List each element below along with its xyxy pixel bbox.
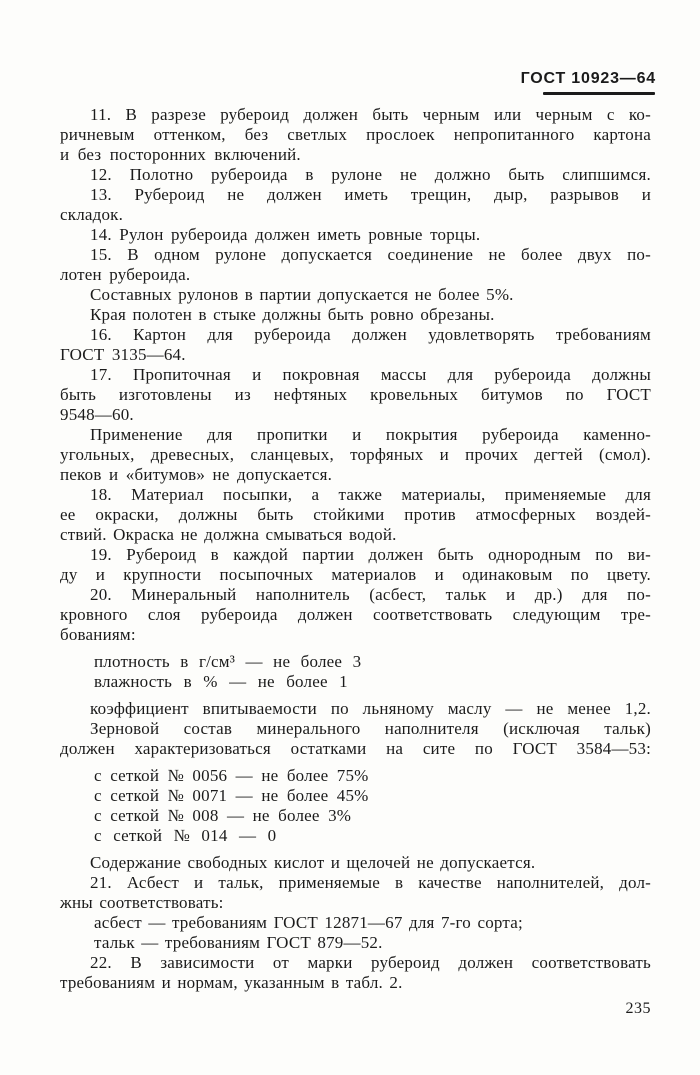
text-line: 20. Минеральный наполнитель (асбест, тальк и др.) для по- — [90, 585, 651, 604]
text-line: угольных, древесных, сланцевых, торфяных и прочих дегтей (смол). — [60, 445, 651, 464]
text-line: 16. Картон для рубероида должен удовлетворять требованиям — [90, 325, 651, 344]
text-line: бованиям: — [60, 625, 136, 644]
text-line: 22. В зависимости от марки рубероид должен соответствовать — [90, 953, 651, 972]
text-line: и без посторонних включений. — [60, 145, 301, 164]
text-line: должен характеризоваться остатками на сите по ГОСТ 3584—53: — [60, 739, 651, 758]
page-number: 235 — [625, 1000, 651, 1017]
text-line: Составных рулонов в партии допускается не более 5%. — [90, 285, 514, 304]
text-line: требованиям и нормам, указанным в табл. 2. — [60, 973, 403, 992]
text-line: Содержание свободных кислот и щелочей не допускается. — [90, 853, 536, 872]
text-line: 14. Рулон рубероида должен иметь ровные торцы. — [90, 225, 481, 244]
text-line: с сеткой № 0056 — не более 75% — [94, 766, 369, 785]
text-line: жны соответствовать: — [60, 893, 224, 912]
text-line: 17. Пропиточная и покровная массы для рубероида должны — [90, 365, 651, 384]
text-line: ду и крупности посыпочных материалов и одинаковым по цвету. — [60, 565, 651, 584]
text-line: ГОСТ 3135—64. — [60, 345, 186, 364]
text-line: лотен рубероида. — [60, 265, 191, 284]
document-body — [60, 105, 651, 993]
text-line: пеков и «битумов» не допускается. — [60, 465, 333, 484]
text-line: 18. Материал посыпки, а также материалы, применяемые для — [90, 485, 651, 504]
text-line: Зерновой состав минерального наполнителя (исключая тальк) — [90, 719, 651, 738]
text-line: Края полотен в стыке должны быть ровно обрезаны. — [90, 305, 495, 324]
text-line: 11. В разрезе рубероид должен быть черным или черным с ко- — [90, 105, 651, 124]
text-line: Применение для пропитки и покрытия рубероида каменно- — [90, 425, 651, 444]
text-line: кровного слоя рубероида должен соответствовать следующим тре- — [60, 605, 651, 624]
text-line: ее окраски, должны быть стойкими против атмосферных воздей- — [60, 505, 651, 524]
text-line: ствий. Окраска не должна смываться водой. — [60, 525, 397, 544]
text-line: быть изготовлены из нефтяных кровельных битумов по ГОСТ — [60, 385, 651, 404]
text-line: 21. Асбест и тальк, применяемые в качестве наполнителей, дол- — [90, 873, 651, 892]
text-line: 12. Полотно рубероида в рулоне не должно быть слипшимся. — [90, 165, 651, 184]
text-line: 19. Рубероид в каждой партии должен быть однородным по ви- — [90, 545, 651, 564]
text-line: 9548—60. — [60, 405, 134, 424]
header-underline — [543, 92, 655, 95]
text-line: тальк — требованиям ГОСТ 879—52. — [94, 933, 383, 952]
text-line: складок. — [60, 205, 124, 224]
text-line: асбест — требованиям ГОСТ 12871—67 для 7-го сорта; — [94, 913, 523, 932]
text-line: коэффициент впитываемости по льняному маслу — не менее 1,2. — [90, 699, 651, 718]
text-line: ричневым оттенком, без светлых прослоек непропитанного картона — [60, 125, 651, 144]
text-line: с сеткой № 014 — 0 — [94, 826, 277, 845]
text-line: плотность в г/см³ — не более 3 — [94, 652, 362, 671]
text-line: влажность в % — не более 1 — [94, 672, 348, 691]
text-line: с сеткой № 0071 — не более 45% — [94, 786, 369, 805]
text-line: 15. В одном рулоне допускается соединение не более двух по- — [90, 245, 651, 264]
text-line: с сеткой № 008 — не более 3% — [94, 806, 352, 825]
text-line: 13. Рубероид не должен иметь трещин, дыр, разрывов и — [90, 185, 651, 204]
standard-number: ГОСТ 10923—64 — [520, 70, 656, 87]
